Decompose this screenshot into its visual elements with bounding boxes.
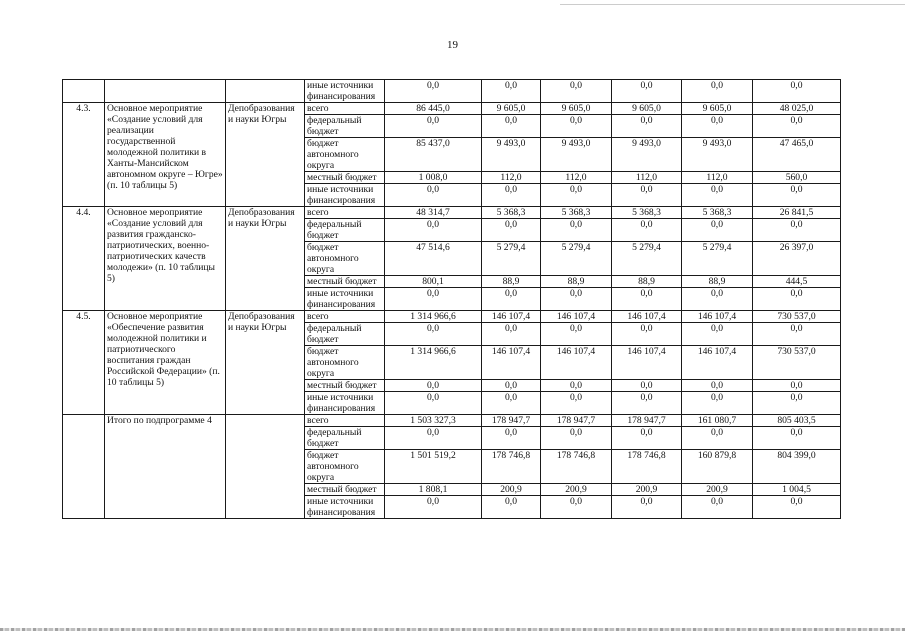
scan-artifact-top: [560, 4, 905, 5]
value-cell: 0,0: [385, 496, 482, 519]
value-cell: 26 841,5: [753, 207, 841, 219]
value-cell: 146 107,4: [612, 346, 682, 380]
value-cell: 178 746,8: [612, 450, 682, 484]
value-cell: 9 493,0: [612, 138, 682, 172]
value-cell: 805 403,5: [753, 415, 841, 427]
value-cell: 146 107,4: [482, 346, 541, 380]
value-cell: 1 501 519,2: [385, 450, 482, 484]
funding-source-cell: всего: [305, 103, 385, 115]
value-cell: 0,0: [612, 392, 682, 415]
value-cell: 0,0: [753, 219, 841, 242]
value-cell: 0,0: [753, 115, 841, 138]
value-cell: 0,0: [385, 323, 482, 346]
value-cell: 730 537,0: [753, 346, 841, 380]
value-cell: 0,0: [541, 219, 612, 242]
row-number-cell: 4.3.: [63, 103, 105, 207]
value-cell: 0,0: [753, 380, 841, 392]
value-cell: 178 746,8: [541, 450, 612, 484]
value-cell: 9 605,0: [682, 103, 753, 115]
funding-source-cell: всего: [305, 311, 385, 323]
row-number-cell: 4.5.: [63, 311, 105, 415]
value-cell: 0,0: [541, 115, 612, 138]
value-cell: 0,0: [612, 288, 682, 311]
value-cell: 88,9: [541, 276, 612, 288]
funding-source-cell: федеральный бюджет: [305, 427, 385, 450]
value-cell: 48 025,0: [753, 103, 841, 115]
value-cell: 160 879,8: [682, 450, 753, 484]
funding-source-cell: местный бюджет: [305, 380, 385, 392]
value-cell: 0,0: [541, 427, 612, 450]
executor-cell: Депобразования и науки Югры: [226, 207, 305, 311]
value-cell: 444,5: [753, 276, 841, 288]
value-cell: 0,0: [612, 184, 682, 207]
funding-source-cell: федеральный бюджет: [305, 115, 385, 138]
value-cell: 0,0: [612, 323, 682, 346]
value-cell: 5 368,3: [541, 207, 612, 219]
value-cell: 48 314,7: [385, 207, 482, 219]
executor-cell: [226, 80, 305, 103]
funding-source-cell: местный бюджет: [305, 172, 385, 184]
row-number-cell: [63, 80, 105, 103]
value-cell: 0,0: [682, 288, 753, 311]
value-cell: 0,0: [682, 184, 753, 207]
activity-name-cell: Основное мероприятие «Создание условий для реализации государственной молодежной политики в Ханты-Мансийском автономном округе – Югре» (п. 10 таблицы 5): [105, 103, 226, 207]
value-cell: 0,0: [541, 392, 612, 415]
funding-source-cell: всего: [305, 415, 385, 427]
executor-cell: [226, 415, 305, 519]
value-cell: 88,9: [612, 276, 682, 288]
value-cell: 0,0: [612, 427, 682, 450]
value-cell: 0,0: [682, 323, 753, 346]
value-cell: 146 107,4: [482, 311, 541, 323]
value-cell: 0,0: [682, 496, 753, 519]
value-cell: 0,0: [753, 323, 841, 346]
value-cell: 178 746,8: [482, 450, 541, 484]
value-cell: 112,0: [682, 172, 753, 184]
value-cell: 1 004,5: [753, 484, 841, 496]
funding-source-cell: всего: [305, 207, 385, 219]
value-cell: 0,0: [385, 392, 482, 415]
value-cell: 88,9: [682, 276, 753, 288]
value-cell: 9 605,0: [482, 103, 541, 115]
value-cell: 0,0: [612, 115, 682, 138]
value-cell: 0,0: [385, 288, 482, 311]
value-cell: 0,0: [682, 427, 753, 450]
value-cell: 0,0: [753, 184, 841, 207]
value-cell: 730 537,0: [753, 311, 841, 323]
value-cell: 1 808,1: [385, 484, 482, 496]
value-cell: 0,0: [541, 323, 612, 346]
value-cell: 0,0: [482, 392, 541, 415]
funding-source-cell: бюджет автономного округа: [305, 346, 385, 380]
activity-name-cell: Основное мероприятие «Создание условий для развития гражданско-патриотических, военно-патриотических качеств молодежи» (п. 10 таблицы 5): [105, 207, 226, 311]
value-cell: 0,0: [541, 184, 612, 207]
funding-source-cell: иные источники финансирования: [305, 288, 385, 311]
value-cell: 9 493,0: [541, 138, 612, 172]
value-cell: 112,0: [541, 172, 612, 184]
value-cell: 5 279,4: [482, 242, 541, 276]
value-cell: 0,0: [482, 288, 541, 311]
value-cell: 0,0: [753, 288, 841, 311]
table-row: [63, 80, 841, 103]
value-cell: 0,0: [612, 380, 682, 392]
value-cell: 0,0: [541, 496, 612, 519]
value-cell: 0,0: [385, 184, 482, 207]
value-cell: 5 279,4: [682, 242, 753, 276]
funding-source-cell: местный бюджет: [305, 484, 385, 496]
funding-source-cell: местный бюджет: [305, 276, 385, 288]
value-cell: 5 368,3: [612, 207, 682, 219]
value-cell: 146 107,4: [541, 346, 612, 380]
value-cell: 0,0: [541, 80, 612, 103]
value-cell: 0,0: [753, 496, 841, 519]
value-cell: 47 514,6: [385, 242, 482, 276]
value-cell: 0,0: [482, 80, 541, 103]
value-cell: 0,0: [385, 80, 482, 103]
activity-name-cell: [105, 80, 226, 103]
value-cell: 9 605,0: [612, 103, 682, 115]
activity-name-cell: Итого по подпрограмме 4: [105, 415, 226, 519]
value-cell: 0,0: [482, 219, 541, 242]
value-cell: 0,0: [753, 427, 841, 450]
value-cell: 178 947,7: [612, 415, 682, 427]
value-cell: 0,0: [753, 80, 841, 103]
value-cell: 112,0: [482, 172, 541, 184]
value-cell: 0,0: [482, 380, 541, 392]
row-number-cell: [63, 415, 105, 519]
value-cell: 88,9: [482, 276, 541, 288]
value-cell: 0,0: [541, 380, 612, 392]
value-cell: 9 605,0: [541, 103, 612, 115]
value-cell: 200,9: [682, 484, 753, 496]
value-cell: 5 279,4: [612, 242, 682, 276]
value-cell: 804 399,0: [753, 450, 841, 484]
scan-artifact-bottom: [0, 628, 905, 631]
value-cell: 0,0: [682, 380, 753, 392]
value-cell: 146 107,4: [682, 346, 753, 380]
value-cell: 0,0: [612, 496, 682, 519]
value-cell: 5 279,4: [541, 242, 612, 276]
value-cell: 0,0: [682, 80, 753, 103]
funding-source-cell: бюджет автономного округа: [305, 450, 385, 484]
value-cell: 0,0: [612, 219, 682, 242]
value-cell: 0,0: [612, 80, 682, 103]
value-cell: 5 368,3: [482, 207, 541, 219]
value-cell: 9 493,0: [482, 138, 541, 172]
value-cell: 200,9: [482, 484, 541, 496]
value-cell: 200,9: [541, 484, 612, 496]
value-cell: 9 493,0: [682, 138, 753, 172]
value-cell: 0,0: [385, 115, 482, 138]
value-cell: 0,0: [482, 323, 541, 346]
value-cell: 0,0: [385, 427, 482, 450]
value-cell: 0,0: [385, 219, 482, 242]
value-cell: 178 947,7: [482, 415, 541, 427]
table-row: [63, 415, 841, 427]
activity-name-cell: Основное мероприятие «Обеспечение развития молодежной политики и патриотического воспитания граждан Российской Федерации» (п. 10 таблицы 5): [105, 311, 226, 415]
funding-source-cell: бюджет автономного округа: [305, 138, 385, 172]
funding-source-cell: иные источники финансирования: [305, 496, 385, 519]
value-cell: 1 503 327,3: [385, 415, 482, 427]
value-cell: 200,9: [612, 484, 682, 496]
funding-source-cell: иные источники финансирования: [305, 392, 385, 415]
page-number: 19: [447, 39, 458, 51]
value-cell: 26 397,0: [753, 242, 841, 276]
budget-table: [62, 79, 841, 519]
value-cell: 1 314 966,6: [385, 346, 482, 380]
value-cell: 0,0: [482, 496, 541, 519]
row-number-cell: 4.4.: [63, 207, 105, 311]
value-cell: 0,0: [385, 380, 482, 392]
funding-source-cell: иные источники финансирования: [305, 80, 385, 103]
funding-source-cell: бюджет автономного округа: [305, 242, 385, 276]
value-cell: 0,0: [753, 392, 841, 415]
value-cell: 112,0: [612, 172, 682, 184]
value-cell: 0,0: [482, 115, 541, 138]
funding-source-cell: федеральный бюджет: [305, 219, 385, 242]
value-cell: 0,0: [682, 219, 753, 242]
value-cell: 146 107,4: [682, 311, 753, 323]
value-cell: 1 008,0: [385, 172, 482, 184]
value-cell: 161 080,7: [682, 415, 753, 427]
value-cell: 1 314 966,6: [385, 311, 482, 323]
value-cell: 178 947,7: [541, 415, 612, 427]
table-row: [63, 311, 841, 323]
executor-cell: Депобразования и науки Югры: [226, 103, 305, 207]
table-row: [63, 207, 841, 219]
value-cell: 0,0: [541, 288, 612, 311]
funding-source-cell: иные источники финансирования: [305, 184, 385, 207]
executor-cell: Депобразования и науки Югры: [226, 311, 305, 415]
value-cell: 47 465,0: [753, 138, 841, 172]
value-cell: 0,0: [482, 184, 541, 207]
value-cell: 146 107,4: [612, 311, 682, 323]
value-cell: 560,0: [753, 172, 841, 184]
value-cell: 0,0: [482, 427, 541, 450]
value-cell: 5 368,3: [682, 207, 753, 219]
table-row: [63, 103, 841, 115]
value-cell: 800,1: [385, 276, 482, 288]
value-cell: 85 437,0: [385, 138, 482, 172]
funding-source-cell: федеральный бюджет: [305, 323, 385, 346]
value-cell: 86 445,0: [385, 103, 482, 115]
value-cell: 0,0: [682, 392, 753, 415]
value-cell: 0,0: [682, 115, 753, 138]
value-cell: 146 107,4: [541, 311, 612, 323]
